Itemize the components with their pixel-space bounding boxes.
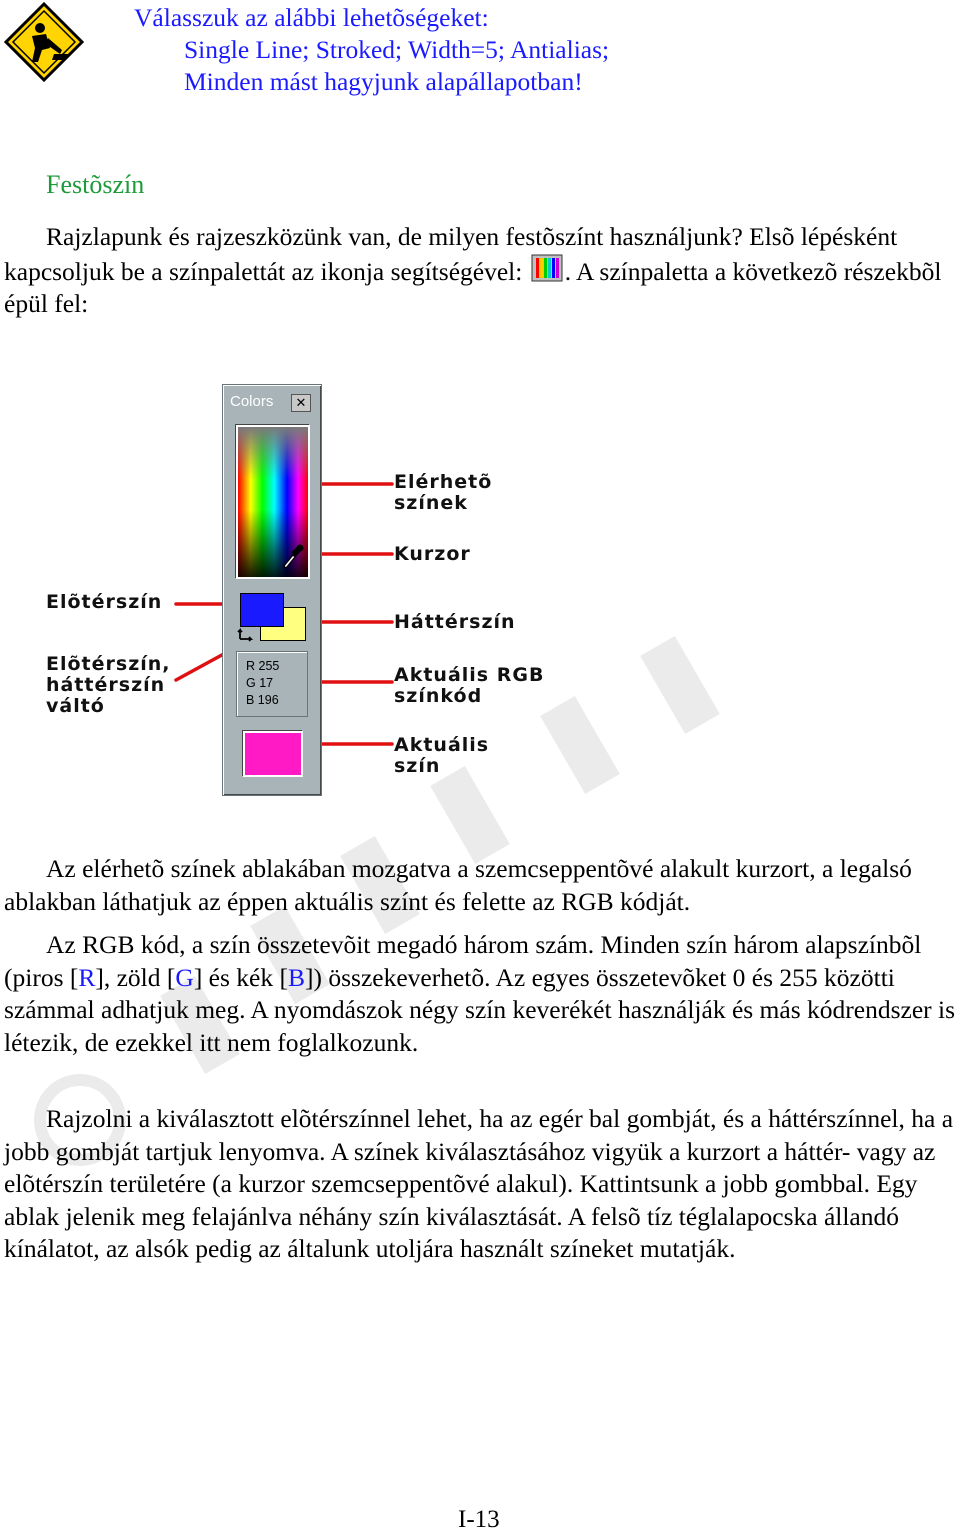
green-letter: G (175, 962, 194, 992)
label-line: Elérhetõ (394, 471, 493, 493)
foreground-color-swatch[interactable] (240, 593, 284, 627)
red-letter: R (78, 962, 96, 992)
paragraph-text: ] és kék [ (193, 962, 288, 992)
tip-line: Single Line; Stroked; Width=5; Antialias; (184, 35, 610, 64)
panel-title: Colors (230, 393, 274, 410)
label-available-colors (394, 472, 492, 514)
blue-letter: B (287, 962, 305, 992)
label-foreground: Elõtérszín (46, 591, 163, 613)
label-swap (46, 654, 171, 717)
tip-text (134, 2, 609, 98)
label-line: Aktuális RGB (394, 664, 545, 686)
rgb-code-box (236, 651, 308, 717)
intro-text: Rajzlapunk és rajzeszközünk van, de milyen festõszínt használjunk? Elsõ lépésként kapcsoljuk be a színpalettát az ikonja segítségével: (4, 222, 898, 286)
color-palette-icon (531, 254, 563, 282)
rgb-blue-value: B 196 (246, 693, 279, 707)
paragraph-text: ], zöld [ (95, 962, 176, 992)
label-rgb-code (394, 665, 544, 707)
label-current-color (394, 735, 489, 777)
label-line: Elõtérszín, (46, 653, 171, 675)
label-line: Aktuális (394, 734, 490, 756)
label-background: Háttérszín (394, 611, 516, 633)
paragraph-2 (4, 929, 959, 1059)
swap-colors-icon[interactable] (237, 625, 259, 643)
colors-panel (222, 384, 322, 796)
rgb-green-value: G 17 (246, 676, 274, 690)
paragraph-text: Az elérhetõ színek ablakában mozgatva a szemcseppentõvé alakult kurzort, a legalsó ablakban láthatjuk az éppen aktuális színt és felette az RGB kódját. (4, 854, 912, 916)
section-heading: Festõszín (46, 170, 145, 199)
intro-paragraph (4, 221, 959, 321)
label-line: színek (394, 492, 468, 514)
paragraph-text: Rajzolni a kiválasztott elõtérszínnel lehet, ha az egér bal gombját, és a háttérszínnel, ha a jobb gombját tartjuk lenyomva. A színek kiválasztásához vigyük a kurzort a háttér- vagy az elõtérszín területére (a kurzor szemcseppentõvé alakul). Kattintsunk a jobb gombbal. Egy ablak jelenik meg felajánlva néhány szín kiválasztását. A felsõ tíz téglalapocska állandó kínálatot, az alsók pedig az általunk utoljára használt színeket mutatják. (4, 1104, 954, 1263)
label-cursor: Kurzor (394, 543, 471, 565)
paragraph-text: Az RGB kód, a szín összetevõit megadó három szám. Minden szín három alapszínbõl (piros [ (4, 930, 922, 992)
label-line: színkód (394, 685, 483, 707)
page-number: I-13 (458, 1506, 500, 1533)
rgb-red-value: R 255 (246, 659, 280, 673)
eyedropper-cursor-icon (281, 543, 305, 569)
paragraph-text: ]) összekeverhetõ. Az egyes összetevõket 0 és 255 közötti számmal adhatjuk meg. A nyomdászok négy szín keverékét használják és más kódrendszer is létezik, de ezekkel itt nem foglalkozunk. (4, 962, 956, 1057)
tip-line: Minden mást hagyjunk alapállapotban! (184, 67, 583, 96)
construction-worker-sign-icon (4, 2, 84, 82)
label-line: szín (394, 755, 441, 777)
tip-line: Válasszuk az alábbi lehetõségeket: (134, 3, 489, 32)
current-color-swatch (243, 731, 303, 777)
close-button[interactable]: ✕ (291, 394, 311, 412)
paragraph-1 (4, 853, 959, 918)
intro-text-end: . A színpaletta a következõ részekbõl épül fel: (4, 256, 942, 318)
paragraph-3 (4, 1103, 959, 1266)
label-line: háttérszín (46, 674, 166, 696)
colors-palette-diagram (40, 382, 600, 802)
label-line: váltó (46, 695, 105, 717)
